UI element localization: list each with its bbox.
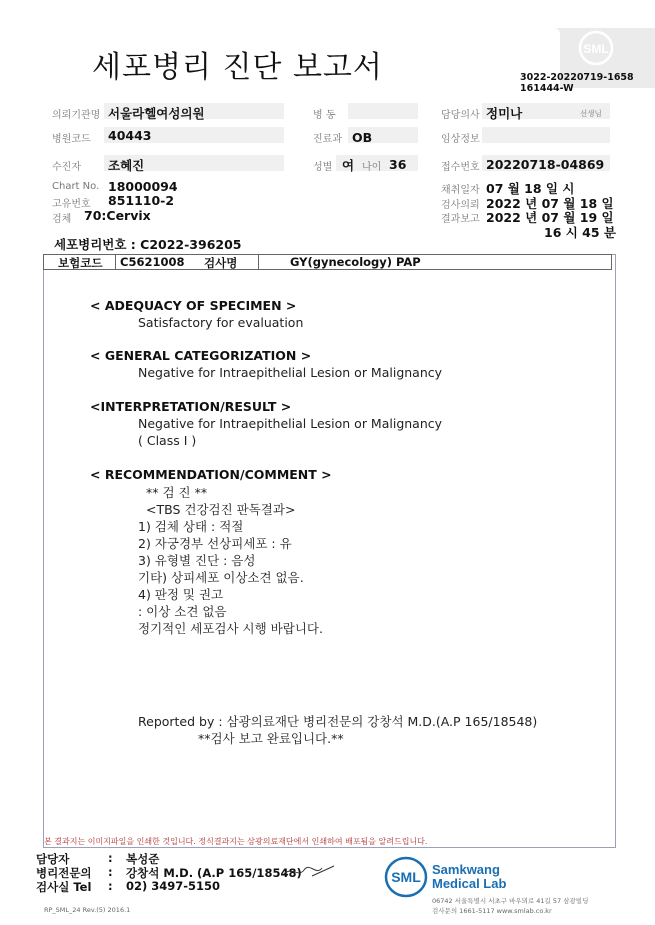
- doctor-label: 담당의사: [441, 110, 480, 121]
- adequacy-text: Satisfactory for evaluation: [138, 315, 304, 330]
- test-name-value: GY(gynecology) PAP: [290, 255, 421, 269]
- cytology-number: 세포병리번호 : C2022-396205: [54, 237, 242, 252]
- receipt-value: 20220718-04869: [486, 157, 605, 172]
- hospital-code-value: 40443: [108, 128, 152, 143]
- interpretation-heading: <INTERPRETATION/RESULT >: [90, 399, 292, 414]
- age-value: 36: [389, 157, 407, 172]
- dept-value: OB: [352, 130, 373, 145]
- dept-label: 진료과: [313, 134, 342, 145]
- categorization-heading: < GENERAL CATEGORIZATION >: [90, 348, 312, 363]
- collect-value: 07 월 18 일 시: [486, 181, 575, 196]
- age-label: 나이: [362, 162, 382, 173]
- lab-name-2: Medical Lab: [432, 876, 507, 891]
- comment-line-8: : 이상 소견 없음: [138, 604, 227, 619]
- disclaimer: 본 결과지는 이미지파일을 인쇄한 것입니다. 정식결과지는 삼광의료재단에서 인쇄하여 배포됨을 알려드립니다.: [44, 837, 428, 846]
- request-value: 2022 년 07 월 18 일: [486, 196, 614, 211]
- report-complete: **검사 보고 완료입니다.**: [198, 731, 344, 746]
- hospital-code-label: 병원코드: [52, 134, 91, 145]
- samkwang-logo-icon: [384, 856, 428, 898]
- tel-value: 02) 3497-5150: [126, 879, 221, 893]
- sex-value: 여: [342, 158, 355, 173]
- comment-line-1: ** 검 진 **: [146, 485, 208, 500]
- comment-line-9: 정기적인 세포검사 시행 바랍니다.: [138, 621, 323, 636]
- manager-value: 복성준: [126, 852, 160, 866]
- pathologist-label: 병리전문의: [36, 866, 92, 880]
- chart-value: 18000094: [108, 179, 178, 194]
- interpretation-class: ( Class I ): [138, 433, 197, 448]
- lab-name-1: Samkwang: [432, 862, 500, 877]
- recipient-value: 조혜진: [108, 158, 145, 173]
- test-name-label: 검사명: [204, 256, 238, 270]
- clinical-label: 임상정보: [441, 134, 480, 145]
- insurance-code-label: 보험코드: [58, 256, 103, 270]
- form-code: RP_SML_24 Rev.(5) 2016.1: [44, 906, 131, 914]
- doc-id-line2: 161444-W: [520, 83, 574, 94]
- comment-line-4: 2) 자궁경부 선상피세포 : 유: [138, 536, 292, 551]
- insurance-code-value: C5621008: [120, 255, 185, 269]
- report-label: 결과보고: [441, 214, 480, 225]
- comment-line-6: 기타) 상피세포 이상소견 없음.: [138, 570, 304, 585]
- signature-icon: [282, 862, 338, 880]
- report-box: [43, 254, 616, 848]
- svg-text:SML: SML: [391, 869, 421, 885]
- specimen-label: 검체: [52, 214, 72, 225]
- comment-line-2: <TBS 건강검진 판독결과>: [146, 502, 296, 517]
- institution-label: 의뢰기관명: [52, 110, 101, 121]
- interpretation-text: Negative for Intraepithelial Lesion or Malignancy: [138, 416, 443, 431]
- specimen-value: 70:Cervix: [84, 208, 151, 223]
- lab-address: 06742 서울특별시 서초구 바우뫼로 41길 57 삼광빌딩: [432, 897, 589, 905]
- reported-by: Reported by : 삼광의료재단 병리전문의 강창석 M.D.(A.P 165/18548): [138, 714, 538, 729]
- categorization-text: Negative for Intraepithelial Lesion or Malignancy: [138, 365, 443, 380]
- doctor-value: 정미나: [486, 106, 523, 121]
- comment-line-7: 4) 판정 및 권고: [138, 587, 224, 602]
- institution-value: 서울라헬여성의원: [108, 106, 205, 121]
- collect-label: 채취일자: [441, 185, 480, 196]
- comment-line-5: 3) 유형별 진단 : 음성: [138, 553, 256, 568]
- request-label: 검사의뢰: [441, 200, 480, 211]
- recipient-label: 수진자: [52, 162, 81, 173]
- manager-label: 담당자: [36, 852, 70, 866]
- doc-id-line1: 3022-20220719-1658: [520, 72, 634, 83]
- recommendation-heading: < RECOMMENDATION/COMMENT >: [90, 467, 332, 482]
- report-time-value: 16 시 45 분: [544, 225, 616, 240]
- ward-label: 병 동: [313, 110, 336, 121]
- unique-label: 고유번호: [52, 199, 91, 210]
- doctor-suffix: 선생님: [580, 109, 602, 118]
- tel-label: 검사실 Tel: [36, 880, 92, 894]
- sex-label: 성별: [313, 162, 333, 173]
- page-title: 세포병리 진단 보고서: [92, 50, 383, 85]
- unique-value: 851110-2: [108, 193, 175, 208]
- pathologist-value: 강창석 M.D. (A.P 165/18548): [126, 866, 302, 880]
- code-bar: [43, 254, 612, 270]
- lab-contact: 검사문의 1661-5117 www.smlab.co.kr: [432, 907, 552, 915]
- adequacy-heading: < ADEQUACY OF SPECIMEN >: [90, 298, 297, 313]
- svg-text:SML: SML: [583, 42, 609, 56]
- chart-label: Chart No.: [52, 181, 100, 192]
- comment-line-3: 1) 검체 상태 : 적절: [138, 519, 244, 534]
- sml-logo-icon: [578, 30, 614, 66]
- report-date-value: 2022 년 07 월 19 일: [486, 210, 614, 225]
- receipt-label: 접수번호: [441, 162, 480, 173]
